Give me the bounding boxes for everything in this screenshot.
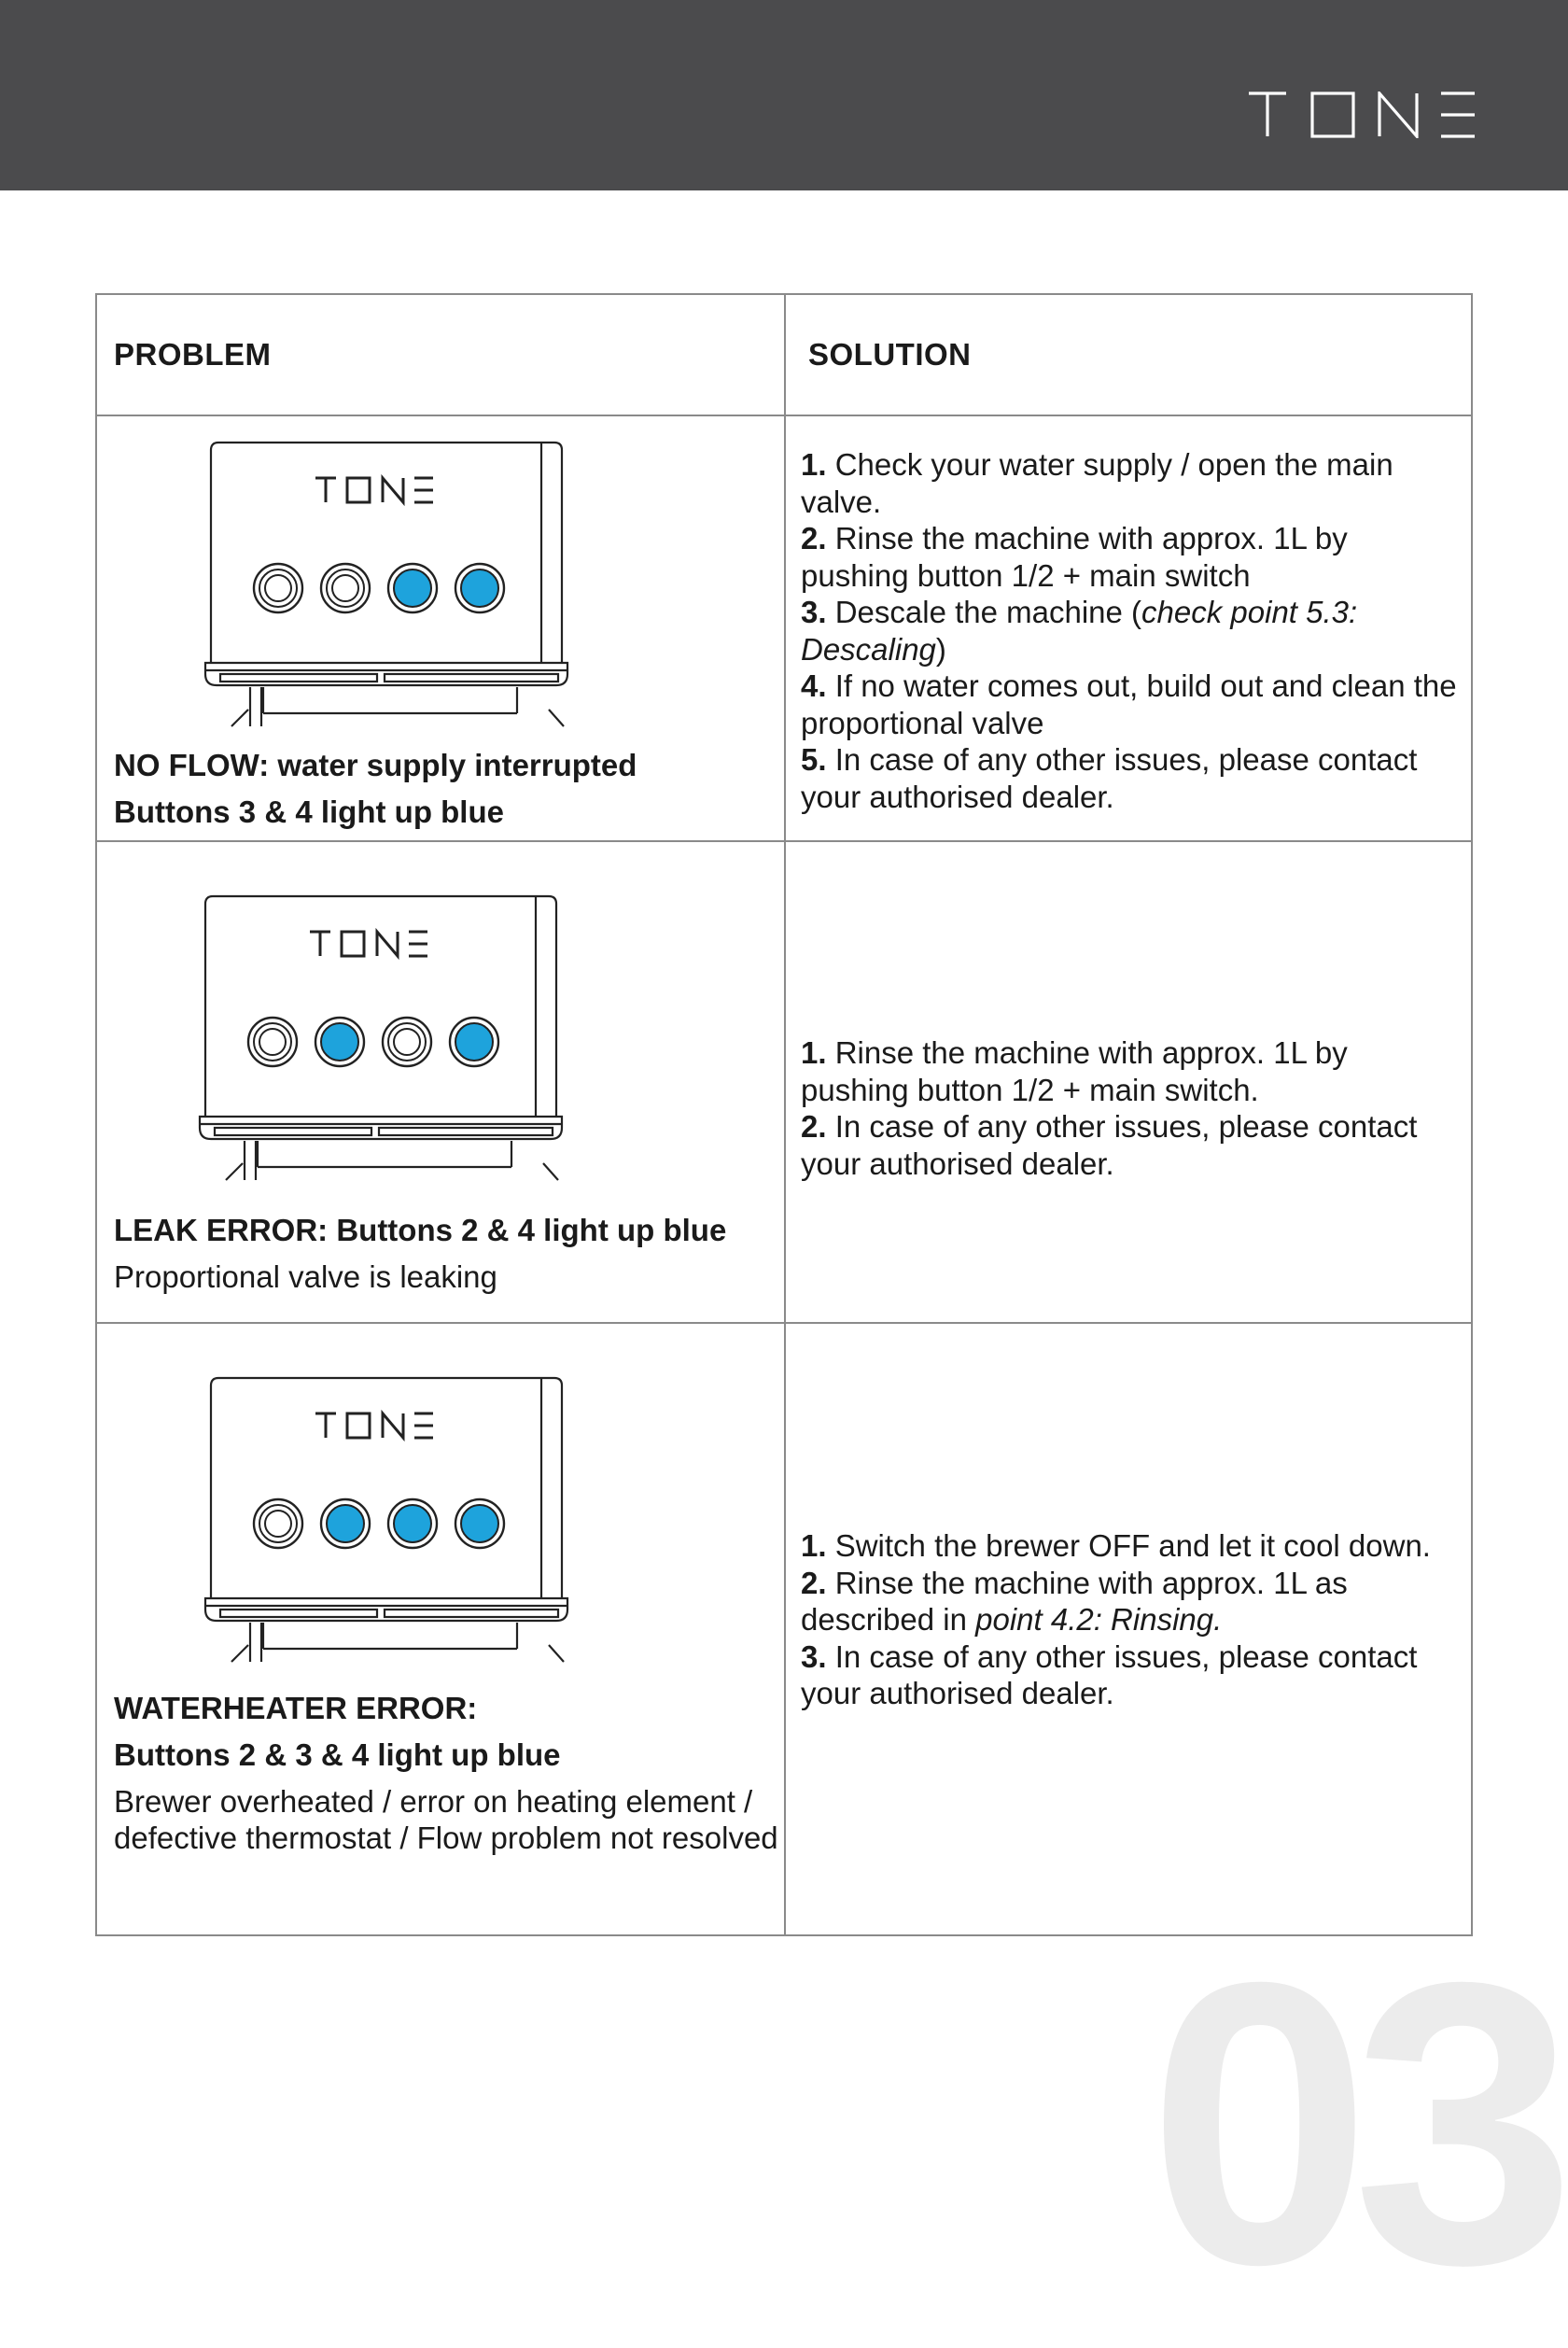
page-number: 03 (1148, 1900, 1558, 2348)
solution-step (801, 668, 1458, 741)
lit-button (321, 1499, 370, 1548)
tone-logo-mark (1249, 91, 1475, 138)
step-reference: point 4.2: Rinsing. (975, 1602, 1223, 1637)
problem-title: WATERHEATER ERROR: (114, 1691, 478, 1725)
solution-step (801, 1034, 1458, 1108)
step-text: Check your water supply / open the main valve. (801, 447, 1393, 519)
problem-title: LEAK ERROR: Buttons 2 & 4 light up blue (114, 1213, 727, 1247)
step-number: 5. (801, 742, 827, 777)
solution-steps (801, 1527, 1458, 1712)
solution-step (801, 1527, 1458, 1565)
problem-subtitle: Buttons 2 & 3 & 4 light up blue (114, 1737, 561, 1772)
problem-column-header: PROBLEM (96, 294, 785, 415)
problem-text (114, 1212, 726, 1295)
problem-subtitle: Buttons 3 & 4 light up blue (114, 794, 504, 829)
step-text: In case of any other issues, please contact your authorised dealer. (801, 742, 1418, 814)
problem-text (114, 747, 637, 840)
step-number: 3. (801, 1638, 827, 1674)
step-text: Switch the brewer OFF and let it cool down. (826, 1528, 1431, 1563)
step-text: If no water comes out, build out and clean the proportional valve (801, 668, 1457, 740)
step-text: Rinse the machine with approx. 1L by pushing button 1/2 + main switch (801, 521, 1348, 593)
espresso-machine-drawing (189, 1376, 581, 1666)
table-header-row (96, 294, 1472, 415)
step-number: 1. (801, 1528, 827, 1563)
solution-steps (801, 446, 1458, 815)
unlit-button (383, 1018, 431, 1066)
problem-title: NO FLOW: water supply interrupted (114, 748, 637, 782)
unlit-button (254, 1499, 302, 1548)
lit-button (388, 1499, 437, 1548)
solution-step (801, 520, 1458, 594)
step-number: 1. (801, 1035, 827, 1070)
lit-button (315, 1018, 364, 1066)
step-number: 2. (801, 521, 827, 555)
step-text: In case of any other issues, please contact your authorised dealer. (801, 1109, 1418, 1181)
lit-button (455, 564, 504, 612)
lit-button (388, 564, 437, 612)
tone-logo (1249, 91, 1475, 143)
solution-cell (785, 415, 1472, 841)
page-header (0, 0, 1568, 190)
problem-cell (96, 1323, 785, 1935)
solution-cell (785, 1323, 1472, 1935)
step-text: Descale the machine ( (826, 595, 1142, 629)
unlit-button (321, 564, 370, 612)
espresso-machine-drawing (189, 441, 581, 730)
espresso-machine-drawing (183, 894, 575, 1184)
machine-illustration (189, 441, 581, 735)
step-text: Rinse the machine with approx. 1L by pushing button 1/2 + main switch. (801, 1035, 1348, 1107)
solution-step (801, 446, 1458, 520)
problem-cell (96, 841, 785, 1323)
table-row (96, 841, 1472, 1323)
lit-button (450, 1018, 498, 1066)
step-number: 4. (801, 668, 827, 703)
step-number: 2. (801, 1565, 827, 1600)
solution-column-header: SOLUTION (785, 294, 1472, 415)
machine-illustration (189, 1376, 581, 1670)
step-text: ) (935, 631, 946, 667)
step-text: In case of any other issues, please contact your authorised dealer. (801, 1638, 1418, 1710)
solution-step (801, 741, 1458, 815)
unlit-button (254, 564, 302, 612)
problem-cell (96, 415, 785, 841)
solution-steps (801, 1034, 1458, 1182)
problem-description: Brewer overheated / error on heating element / defective thermostat / Flow problem not resolved (114, 1784, 778, 1855)
solution-cell (785, 841, 1472, 1323)
solution-step (801, 594, 1458, 668)
solution-step (801, 1565, 1458, 1638)
lit-button (455, 1499, 504, 1548)
table-row (96, 415, 1472, 841)
machine-illustration (183, 894, 575, 1188)
problem-text (114, 1690, 784, 1856)
unlit-button (248, 1018, 297, 1066)
troubleshooting-table (95, 293, 1473, 1936)
problem-description: Proportional valve is leaking (114, 1259, 497, 1294)
solution-step (801, 1638, 1458, 1712)
step-number: 1. (801, 447, 827, 482)
step-text: Rinse the machine with approx. 1L as described in (801, 1565, 1348, 1637)
step-number: 3. (801, 595, 827, 629)
solution-step (801, 1108, 1458, 1182)
step-number: 2. (801, 1109, 827, 1144)
step-reference: check point 5.3: Descaling (801, 595, 1358, 667)
table-row (96, 1323, 1472, 1935)
